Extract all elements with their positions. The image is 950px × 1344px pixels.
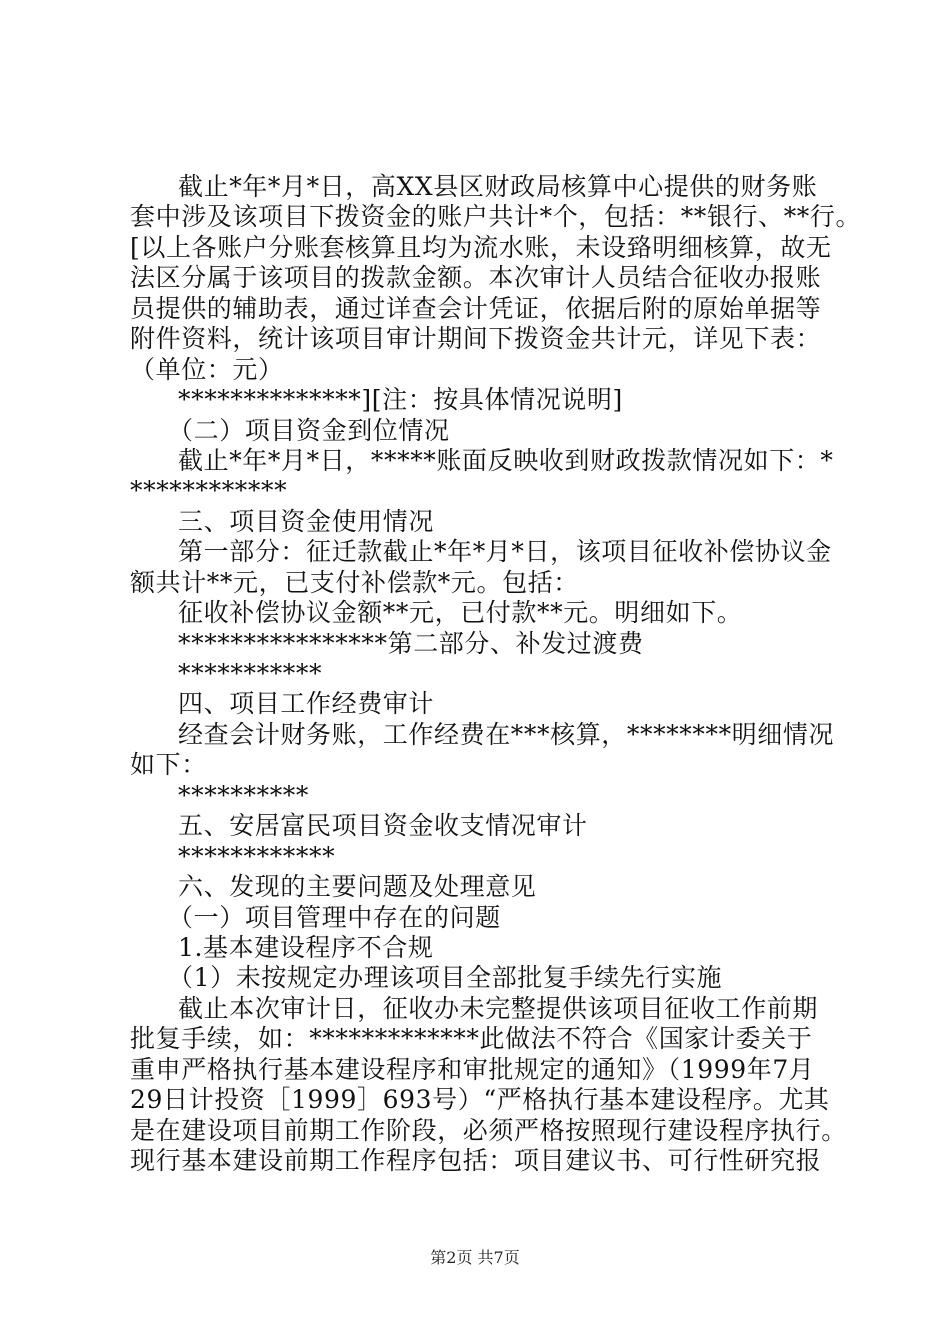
- document-body: [130, 172, 862, 1176]
- text-line: （1）未按规定办理该项目全部批复手续先行实施: [168, 963, 723, 993]
- text-line: 三、项目资金使用情况: [178, 506, 435, 536]
- text-line: 附件资料，统计该项目审计期间下拨资金共计元，详见下表：: [130, 324, 822, 354]
- text-line: 截止*年*月*日，高XX县区财政局核算中心提供的财务账: [178, 172, 818, 201]
- text-line: 重申严格执行基本建设程序和审批规定的通知》（1999年7月: [130, 1054, 815, 1084]
- text-line: 第一部分：征迁款截止*年*月*日，该项目征收补偿协议金: [178, 537, 832, 567]
- text-line: 员提供的辅助表，通过详查会计凭证，依据后附的原始单据等: [130, 293, 822, 323]
- text-line: 五、安居富民项目资金收支情况审计: [178, 811, 588, 841]
- text-line: 法区分属于该项目的拨款金额。本次审计人员结合征收办报账: [130, 263, 822, 293]
- text-line: 1.基本建设程序不合规: [178, 932, 434, 962]
- text-line: 四、项目工作经费审计: [178, 689, 435, 719]
- text-line: 批复手续，如：*************此做法不符合《国家计委关于: [130, 1024, 813, 1054]
- text-line: [以上各账户分账套核算且均为流水账，未设臵明细核算，故无: [130, 232, 832, 262]
- text-line: （二）项目资金到位情况: [168, 415, 450, 445]
- text-line: 现行基本建设前期工作程序包括：项目建议书、可行性研究报: [130, 1146, 822, 1175]
- text-line: **********: [178, 780, 309, 810]
- page-number: 第2页 共7页: [430, 1248, 520, 1267]
- text-line: 截止*年*月*日，*****账面反映收到财政拨款情况如下：*: [178, 445, 834, 475]
- text-line: 如下：: [130, 750, 207, 780]
- text-line: 额共计**元，已支付补偿款*元。包括：: [130, 567, 579, 597]
- text-line: 套中涉及该项目下拨资金的账户共计*个，包括：**银行、**行。: [130, 202, 862, 232]
- text-line: 29日计投资［1999］693号）“严格执行基本建设程序。尤其: [130, 1085, 830, 1115]
- text-line: 六、发现的主要问题及处理意见: [178, 872, 537, 902]
- text-line: ************: [130, 476, 288, 506]
- text-line: ***********: [178, 659, 323, 688]
- text-line: ****************第二部分、补发过渡费: [178, 628, 644, 658]
- text-line: 截止本次审计日，征收办未完整提供该项目征收工作前期: [178, 993, 819, 1023]
- text-line: （一）项目管理中存在的问题: [168, 902, 501, 932]
- text-line: **************][注：按具体情况说明]: [178, 385, 623, 415]
- text-line: 经查会计财务账，工作经费在***核算，********明细情况: [178, 719, 835, 749]
- text-line: ************: [178, 841, 336, 871]
- text-line: 征收补偿协议金额**元，已付款**元。明细如下。: [178, 598, 743, 628]
- text-line: 是在建设项目前期工作阶段，必须严格按照现行建设程序执行。: [130, 1115, 847, 1145]
- text-line: （单位：元）: [130, 354, 284, 384]
